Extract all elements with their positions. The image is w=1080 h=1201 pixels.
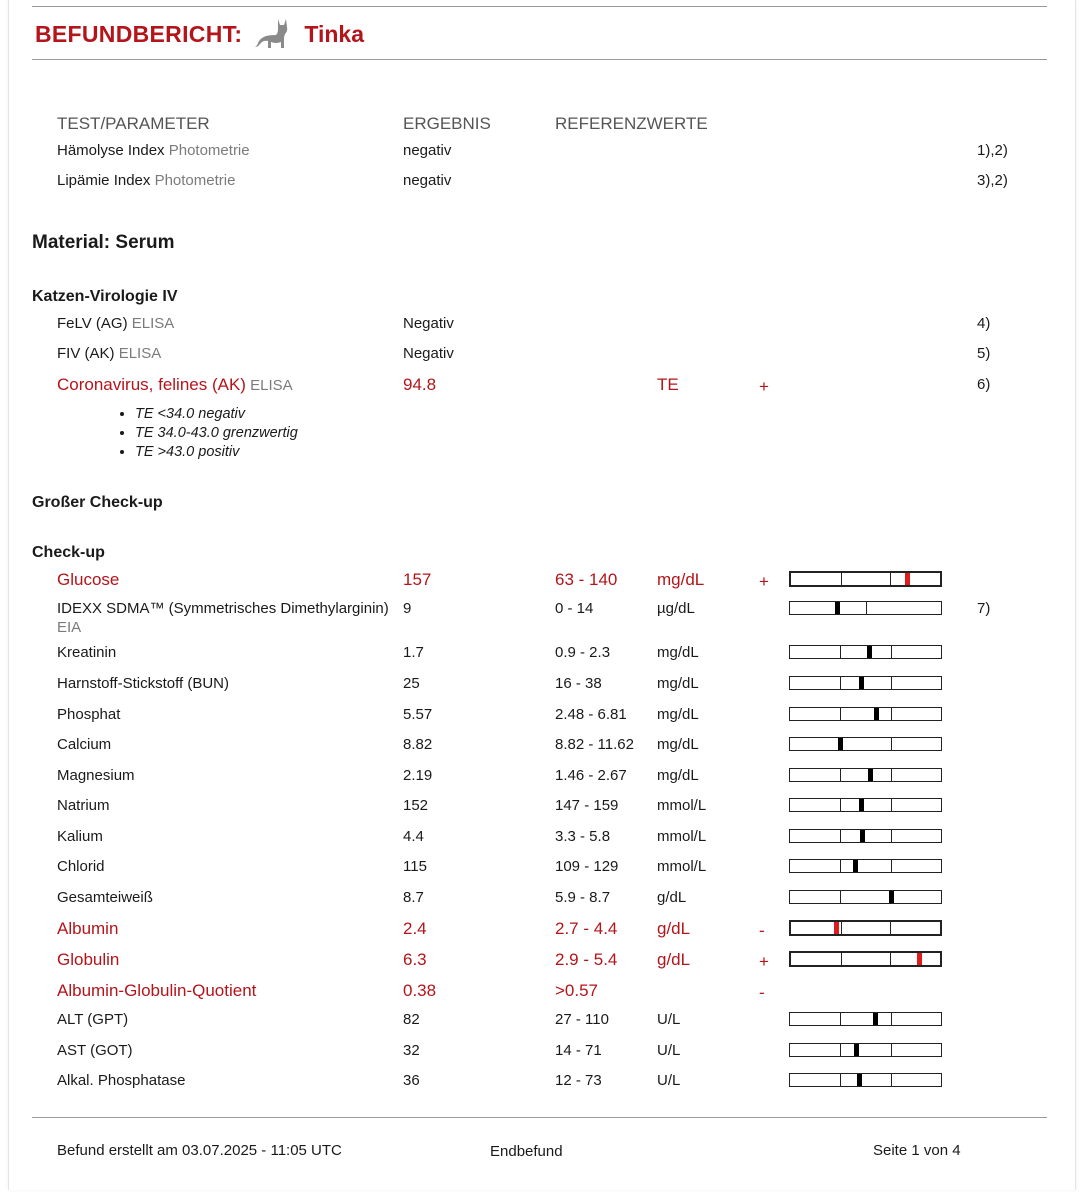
parameter-result: 157 [403, 570, 432, 589]
value-marker [835, 602, 840, 614]
reference-range-bar [789, 571, 942, 587]
value-marker [859, 799, 864, 811]
virology-title: Katzen-Virologie IV [32, 288, 178, 305]
parameter-unit: mg/dL [657, 706, 699, 723]
parameter-unit: U/L [657, 1011, 681, 1028]
checkup-title: Check-up [32, 544, 105, 561]
footer-page: Seite 1 von 4 [873, 1142, 961, 1159]
parameter-name: Harnstoff-Stickstoff (BUN) [57, 675, 229, 692]
parameter-reference: >0.57 [555, 981, 599, 1000]
parameter-name: Kreatinin [57, 644, 117, 661]
note-item: • TE 34.0-43.0 grenzwertig [135, 424, 298, 443]
parameter-unit: mg/dL [657, 675, 699, 692]
reference-range-bar [789, 951, 942, 967]
parameter-reference: 147 - 159 [555, 797, 619, 814]
report-title: BEFUNDBERICHT: [35, 20, 243, 47]
big-checkup-title: Großer Check-up [32, 494, 163, 511]
parameter-result: 32 [403, 1042, 420, 1059]
reference-range-bar [789, 707, 942, 721]
range-divider [840, 860, 841, 872]
pet-name: Tinka [304, 20, 365, 47]
parameter-unit: g/dL [657, 919, 691, 938]
range-divider [890, 953, 891, 965]
parameter-result: 4.4 [403, 828, 424, 845]
parameter-result: 115 [403, 858, 427, 875]
range-divider [891, 769, 892, 781]
parameter-unit: U/L [657, 1042, 681, 1059]
range-divider [891, 1074, 892, 1086]
reference-range-bar [789, 798, 942, 812]
parameter-name: Magnesium [57, 767, 135, 784]
parameter-reference: 1.46 - 2.67 [555, 767, 627, 784]
parameter-unit: mg/dL [657, 644, 699, 661]
parameter-result: 25 [403, 675, 420, 692]
column-header-result: ERGEBNIS [403, 114, 491, 133]
material-title: Material: Serum [32, 232, 175, 253]
parameter-unit: mg/dL [657, 570, 705, 589]
parameter-unit: mmol/L [657, 858, 707, 875]
parameter-reference: 0 - 14 [555, 600, 594, 617]
parameter-name: IDEXX SDMA™ (Symmetrisches Dimethylarginin) [57, 600, 389, 617]
parameter-name: ALT (GPT) [57, 1011, 129, 1028]
value-marker [860, 830, 865, 842]
test-method: Photometrie [154, 172, 236, 189]
test-method: ELISA [250, 377, 293, 394]
parameter-name: Glucose [57, 570, 120, 589]
parameter-result: 0.38 [403, 981, 437, 1000]
parameter-reference: 27 - 110 [555, 1011, 609, 1028]
footer-created: Befund erstellt am 03.07.2025 - 11:05 UTC [57, 1142, 342, 1159]
parameter-name: AST (GOT) [57, 1042, 133, 1059]
parameter-reference: 0.9 - 2.3 [555, 644, 611, 661]
test-unit: TE [657, 375, 679, 394]
range-divider [840, 708, 841, 720]
parameter-unit: mmol/L [657, 797, 707, 814]
parameter-reference: 5.9 - 8.7 [555, 889, 611, 906]
footer-status: Endbefund [490, 1143, 563, 1160]
range-divider [891, 1044, 892, 1056]
footnote-ref: 3),2) [977, 172, 1008, 189]
parameter-reference: 2.48 - 6.81 [555, 706, 627, 723]
parameter-unit: µg/dL [657, 600, 695, 617]
parameter-reference: 63 - 140 [555, 570, 618, 589]
parameter-method: EIA [57, 619, 82, 636]
test-name: Coronavirus, felines (AK) [57, 375, 246, 394]
coronavirus-interpretation-notes [117, 405, 298, 462]
footnote-ref: 1),2) [977, 142, 1008, 159]
range-divider [891, 738, 892, 750]
footnote-ref: 7) [977, 600, 991, 617]
reference-range-bar [789, 829, 942, 843]
parameter-result: 6.3 [403, 950, 427, 969]
parameter-result: 2.19 [403, 767, 433, 784]
range-divider [890, 573, 891, 585]
test-method: Photometrie [168, 142, 250, 159]
test-name: Hämolyse Index [57, 142, 165, 159]
parameter-reference: 109 - 129 [555, 858, 619, 875]
parameter-unit: U/L [657, 1072, 681, 1089]
range-divider [891, 860, 892, 872]
parameter-unit: mmol/L [657, 828, 707, 845]
value-marker [868, 769, 873, 781]
value-marker [834, 922, 839, 934]
range-divider [891, 677, 892, 689]
value-marker [889, 891, 894, 903]
range-divider [840, 891, 841, 903]
parameter-result: 152 [403, 797, 429, 814]
parameter-name: Globulin [57, 950, 120, 969]
reference-range-bar [789, 645, 942, 659]
footnote-ref: 5) [977, 345, 991, 362]
range-divider [890, 922, 891, 934]
parameter-reference: 2.7 - 4.4 [555, 919, 618, 938]
test-result: Negativ [403, 315, 454, 332]
parameter-unit: mg/dL [657, 767, 699, 784]
note-item: • TE <34.0 negativ [135, 405, 298, 424]
parameter-reference: 2.9 - 5.4 [555, 950, 618, 969]
result-flag: + [759, 572, 769, 591]
parameter-name: Phosphat [57, 706, 121, 723]
note-item: • TE >43.0 positiv [135, 443, 298, 462]
range-divider [866, 602, 867, 614]
range-divider [841, 573, 842, 585]
value-marker [917, 953, 922, 965]
range-divider [840, 646, 841, 658]
range-divider [891, 1013, 892, 1025]
value-marker [873, 1013, 878, 1025]
cat-icon [254, 17, 294, 51]
parameter-result: 8.82 [403, 736, 433, 753]
reference-range-bar [789, 890, 942, 904]
range-divider [891, 830, 892, 842]
test-name: FeLV (AG) [57, 315, 128, 332]
parameter-reference: 8.82 - 11.62 [555, 736, 634, 753]
test-result: negativ [403, 172, 452, 189]
reference-range-bar [789, 920, 942, 936]
footnote-ref: 6) [977, 376, 991, 393]
report-header [35, 14, 364, 54]
test-result: negativ [403, 142, 452, 159]
parameter-unit: mg/dL [657, 736, 699, 753]
test-name: Lipämie Index [57, 172, 151, 189]
footnote-ref: 4) [977, 315, 991, 332]
test-method: ELISA [131, 315, 175, 332]
parameter-name: Alkal. Phosphatase [57, 1072, 186, 1089]
reference-range-bar [789, 859, 942, 873]
parameter-result: 36 [403, 1072, 420, 1089]
test-name: FIV (AK) [57, 345, 115, 362]
result-flag: - [759, 921, 765, 940]
value-marker [854, 1044, 859, 1056]
test-method: ELISA [118, 345, 162, 362]
parameter-result: 1.7 [403, 644, 424, 661]
value-marker [853, 860, 858, 872]
value-marker [867, 646, 872, 658]
range-divider [891, 799, 892, 811]
header-rule [32, 59, 1047, 60]
parameter-result: 9 [403, 600, 412, 617]
range-divider [840, 1013, 841, 1025]
parameter-result: 8.7 [403, 889, 424, 906]
value-marker [905, 573, 910, 585]
parameter-result: 5.57 [403, 706, 433, 723]
parameter-name: Calcium [57, 736, 112, 753]
test-result: Negativ [403, 345, 454, 362]
range-divider [841, 953, 842, 965]
reference-range-bar [789, 737, 942, 751]
result-flag: + [759, 952, 769, 971]
footer-rule [32, 1117, 1047, 1118]
value-marker [874, 708, 879, 720]
parameter-unit: g/dL [657, 950, 691, 969]
range-divider [840, 677, 841, 689]
parameter-result: 82 [403, 1011, 420, 1028]
value-marker [857, 1074, 862, 1086]
value-marker [838, 738, 843, 750]
reference-range-bar [789, 1012, 942, 1026]
parameter-name: Chlorid [57, 858, 105, 875]
range-divider [840, 1074, 841, 1086]
range-divider [891, 708, 892, 720]
top-rule [32, 6, 1047, 7]
value-marker [859, 677, 864, 689]
parameter-result: 2.4 [403, 919, 427, 938]
parameter-reference: 16 - 38 [555, 675, 602, 692]
parameter-unit: g/dL [657, 889, 687, 906]
test-result: 94.8 [403, 375, 437, 394]
reference-range-bar [789, 676, 942, 690]
parameter-name: Gesamteiweiß [57, 889, 153, 906]
parameter-name: Natrium [57, 797, 110, 814]
result-flag: + [759, 377, 769, 396]
result-flag: - [759, 983, 765, 1002]
range-divider [891, 646, 892, 658]
range-divider [840, 1044, 841, 1056]
column-header-param: TEST/PARAMETER [57, 114, 210, 133]
parameter-reference: 3.3 - 5.8 [555, 828, 611, 845]
range-divider [840, 830, 841, 842]
range-divider [840, 769, 841, 781]
parameter-reference: 12 - 73 [555, 1072, 602, 1089]
reference-range-bar [789, 601, 942, 615]
parameter-name: Kalium [57, 828, 103, 845]
parameter-name: Albumin [57, 919, 119, 938]
reference-range-bar [789, 1073, 942, 1087]
range-divider [841, 922, 842, 934]
column-header-reference: REFERENZWERTE [555, 114, 708, 133]
parameter-name: Albumin-Globulin-Quotient [57, 981, 257, 1000]
reference-range-bar [789, 1043, 942, 1057]
parameter-reference: 14 - 71 [555, 1042, 602, 1059]
range-divider [840, 799, 841, 811]
reference-range-bar [789, 768, 942, 782]
